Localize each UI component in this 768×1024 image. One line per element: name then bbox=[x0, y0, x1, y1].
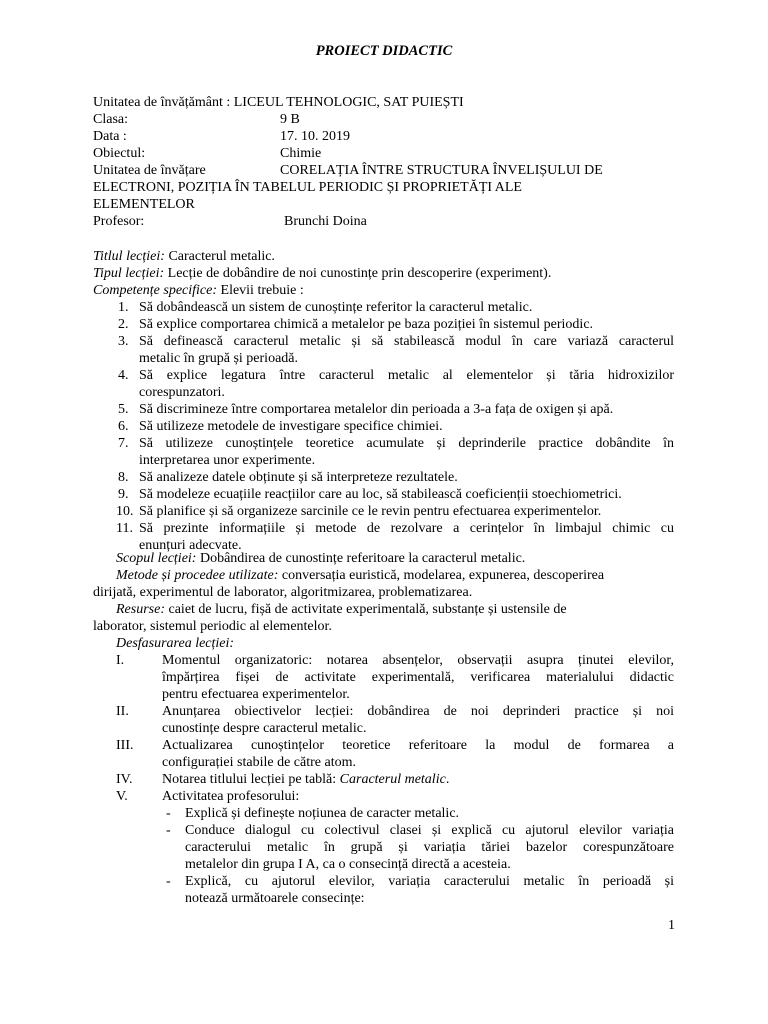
competenta-text: Să discrimineze între comportarea metalelor din perioada a 3-a fața de oxigen și apă. bbox=[139, 402, 614, 417]
tipul-lectiei bbox=[93, 265, 551, 282]
dash-bullet: - bbox=[166, 874, 171, 889]
desfasurare-number: I. bbox=[116, 653, 125, 668]
competenta-text: Să utilizeze metodele de investigare specifice chimiei. bbox=[139, 419, 443, 434]
activitate-text: Conduce dialogul cu colectivul clasei și explică cu ajutorul elevilor variația bbox=[185, 823, 674, 838]
desfasurare-tail-punct: . bbox=[445, 772, 450, 787]
unitate-invatare-value-line2: ELECTRONI, POZIȚIA ÎN TABELUL PERIODIC ȘI PROPRIETĂȚI ALE bbox=[93, 180, 522, 195]
desfasurare-text bbox=[162, 737, 674, 754]
tipul-value: Lecție de dobândire de noi cunostințe prin descoperire (experiment). bbox=[164, 266, 552, 281]
competenta-text: Să planifice și să organizeze sarcinile ce le revin pentru efectuarea experimentelor. bbox=[139, 504, 602, 519]
competenta-text: Să prezinte informațiile și metode de rezolvare a cerințelor în limbajul chimic cu bbox=[139, 521, 674, 536]
desfasurare-text bbox=[162, 788, 299, 805]
competenta-number: 2. bbox=[118, 317, 129, 332]
scopul-value: Dobândirea de cunostințe referitoare la caracterul metalic. bbox=[196, 551, 526, 566]
desfasurare-text bbox=[162, 652, 674, 669]
profesor-value: Brunchi Doina bbox=[284, 214, 367, 229]
competenta-number: 11. bbox=[116, 521, 133, 536]
competenta-number: 3. bbox=[118, 334, 129, 349]
desfasurare-text bbox=[162, 686, 350, 703]
desfasurare-italic-title: Caracterul metalic bbox=[339, 772, 446, 787]
desfasurare-text-part: pentru efectuarea experimentelor. bbox=[162, 687, 350, 702]
desfasurare-text bbox=[162, 771, 449, 788]
resurse-value: caiet de lucru, fișă de activitate experimentală, substanțe și ustensile de bbox=[165, 602, 567, 617]
dash-bullet: - bbox=[166, 806, 171, 821]
desfasurare-text-part: Momentul organizatoric: notarea absențelor, observații asupra ținutei elevilor, bbox=[162, 653, 674, 668]
clasa-value: 9 B bbox=[280, 112, 300, 127]
desfasurarea-label: Desfasurarea lecției: bbox=[116, 636, 235, 651]
titlul-lectiei bbox=[93, 248, 275, 265]
activitate-text: caracterului metalic în grupă și variația tăriei bazelor corespunzătoare bbox=[185, 840, 674, 855]
competenta-number: 10. bbox=[116, 504, 134, 519]
desfasurare-text-part: Notarea titlului lecției pe tablă: bbox=[162, 772, 340, 787]
profesor-label: Profesor: bbox=[93, 214, 145, 229]
activitate-text: Explică și definește noțiunea de caracter metalic. bbox=[185, 806, 460, 821]
tipul-label: Tipul lecției: bbox=[93, 266, 165, 281]
activitate-text: notează următoarele consecințe: bbox=[185, 891, 365, 906]
competenta-text: Să modeleze ecuațiile reacțiilor care au loc, să stabilească coeficienții stoechiometrici. bbox=[139, 487, 622, 502]
unitate-invatare-value-line3: ELEMENTELOR bbox=[93, 197, 195, 212]
competenta-number: 8. bbox=[118, 470, 129, 485]
competente-specifice bbox=[93, 282, 304, 299]
desfasurare-number: V. bbox=[116, 789, 128, 804]
data-value: 17. 10. 2019 bbox=[280, 129, 350, 144]
desfasurare-text bbox=[162, 720, 366, 737]
competenta-text: enunțuri adecvate. bbox=[139, 538, 242, 553]
desfasurare-text bbox=[162, 754, 356, 771]
competenta-number: 6. bbox=[118, 419, 129, 434]
competenta-text: corespunzatori. bbox=[139, 385, 225, 400]
scopul-label: Scopul lecției: bbox=[116, 551, 197, 566]
desfasurare-text-part: Anunțarea obiectivelor lecției: dobândirea de noi deprinderi practice și noi bbox=[162, 704, 674, 719]
competenta-number: 7. bbox=[118, 436, 129, 451]
scopul-lectiei bbox=[116, 550, 525, 567]
unitate-invatamant: Unitatea de învățământ : LICEUL TEHNOLOGIC, SAT PUIEȘTI bbox=[93, 95, 464, 110]
desfasurare-text-part: Actualizarea cunoștințelor teoretice referitoare la modul de formarea a bbox=[162, 738, 674, 753]
resurse-line1 bbox=[116, 601, 567, 618]
competenta-text: Să utilizeze cunoștințele teoretice acumulate și deprinderile practice dobândite în bbox=[139, 436, 674, 451]
competenta-text: Să explice comportarea chimică a metalelor pe baza poziției în sistemul periodic. bbox=[139, 317, 594, 332]
competenta-number: 9. bbox=[118, 487, 129, 502]
titlul-label: Titlul lecției: bbox=[93, 249, 165, 264]
activitate-text: Explică, cu ajutorul elevilor, variația caracterului metalic în perioadă și bbox=[185, 874, 674, 889]
desfasurare-text bbox=[162, 703, 674, 720]
competenta-number: 1. bbox=[118, 300, 129, 315]
resurse-line2: laborator, sistemul periodic al elementelor. bbox=[93, 619, 332, 634]
resurse-label: Resurse: bbox=[116, 602, 165, 617]
metode-label: Metode și procedee utilizate: bbox=[116, 568, 279, 583]
competenta-text: metalic în grupă și perioadă. bbox=[139, 351, 298, 366]
competente-label: Competențe specifice: bbox=[93, 283, 218, 298]
competente-value: Elevii trebuie : bbox=[217, 283, 304, 298]
desfasurare-text bbox=[162, 669, 674, 686]
activitate-text: metalelor din grupa I A, ca o consecință directă a acesteia. bbox=[185, 857, 511, 872]
document-title: PROIECT DIDACTIC bbox=[315, 43, 453, 59]
data-label: Data : bbox=[93, 129, 127, 144]
desfasurare-text-part: împărțirea fișei de activitate experimentală, verificarea materialului didactic bbox=[162, 670, 674, 685]
obiectul-label: Obiectul: bbox=[93, 146, 146, 161]
dash-bullet: - bbox=[166, 823, 171, 838]
desfasurare-number: IV. bbox=[116, 772, 133, 787]
competenta-text: Să dobândească un sistem de cunoștințe referitor la caracterul metalic. bbox=[139, 300, 533, 315]
metode-value: conversația euristică, modelarea, expunerea, descoperirea bbox=[278, 568, 605, 583]
competenta-number: 5. bbox=[118, 402, 129, 417]
desfasurare-text-part: cunostințe despre caracterul metalic. bbox=[162, 721, 367, 736]
clasa-label: Clasa: bbox=[93, 112, 128, 127]
competenta-text: Să explice legatura între caracterul metalic al elementelor și tăria hidroxizilor bbox=[139, 368, 674, 383]
competenta-text: interpretarea unor experimente. bbox=[139, 453, 316, 468]
metode-line2: dirijată, experimentul de laborator, algoritmizarea, problematizarea. bbox=[93, 585, 473, 600]
obiectul-value: Chimie bbox=[280, 146, 322, 161]
desfasurare-text-part: configurației stabile de către atom. bbox=[162, 755, 356, 770]
titlul-value: Caracterul metalic. bbox=[164, 249, 275, 264]
competenta-text: Să definească caracterul metalic și să stabilească modul în care variază caracterul bbox=[139, 334, 674, 349]
desfasurare-number: II. bbox=[116, 704, 129, 719]
desfasurare-number: III. bbox=[116, 738, 134, 753]
unitate-invatare-label: Unitatea de învățare bbox=[93, 163, 206, 178]
desfasurare-text-part: Activitatea profesorului: bbox=[162, 789, 300, 804]
metode-line1 bbox=[116, 567, 604, 584]
page-number: 1 bbox=[668, 918, 675, 933]
unitate-invatare-value-line1: CORELAȚIA ÎNTRE STRUCTURA ÎNVELIȘULUI DE bbox=[280, 163, 603, 178]
competenta-number: 4. bbox=[118, 368, 129, 383]
competenta-text: Să analizeze datele obținute și să interpreteze rezultatele. bbox=[139, 470, 458, 485]
